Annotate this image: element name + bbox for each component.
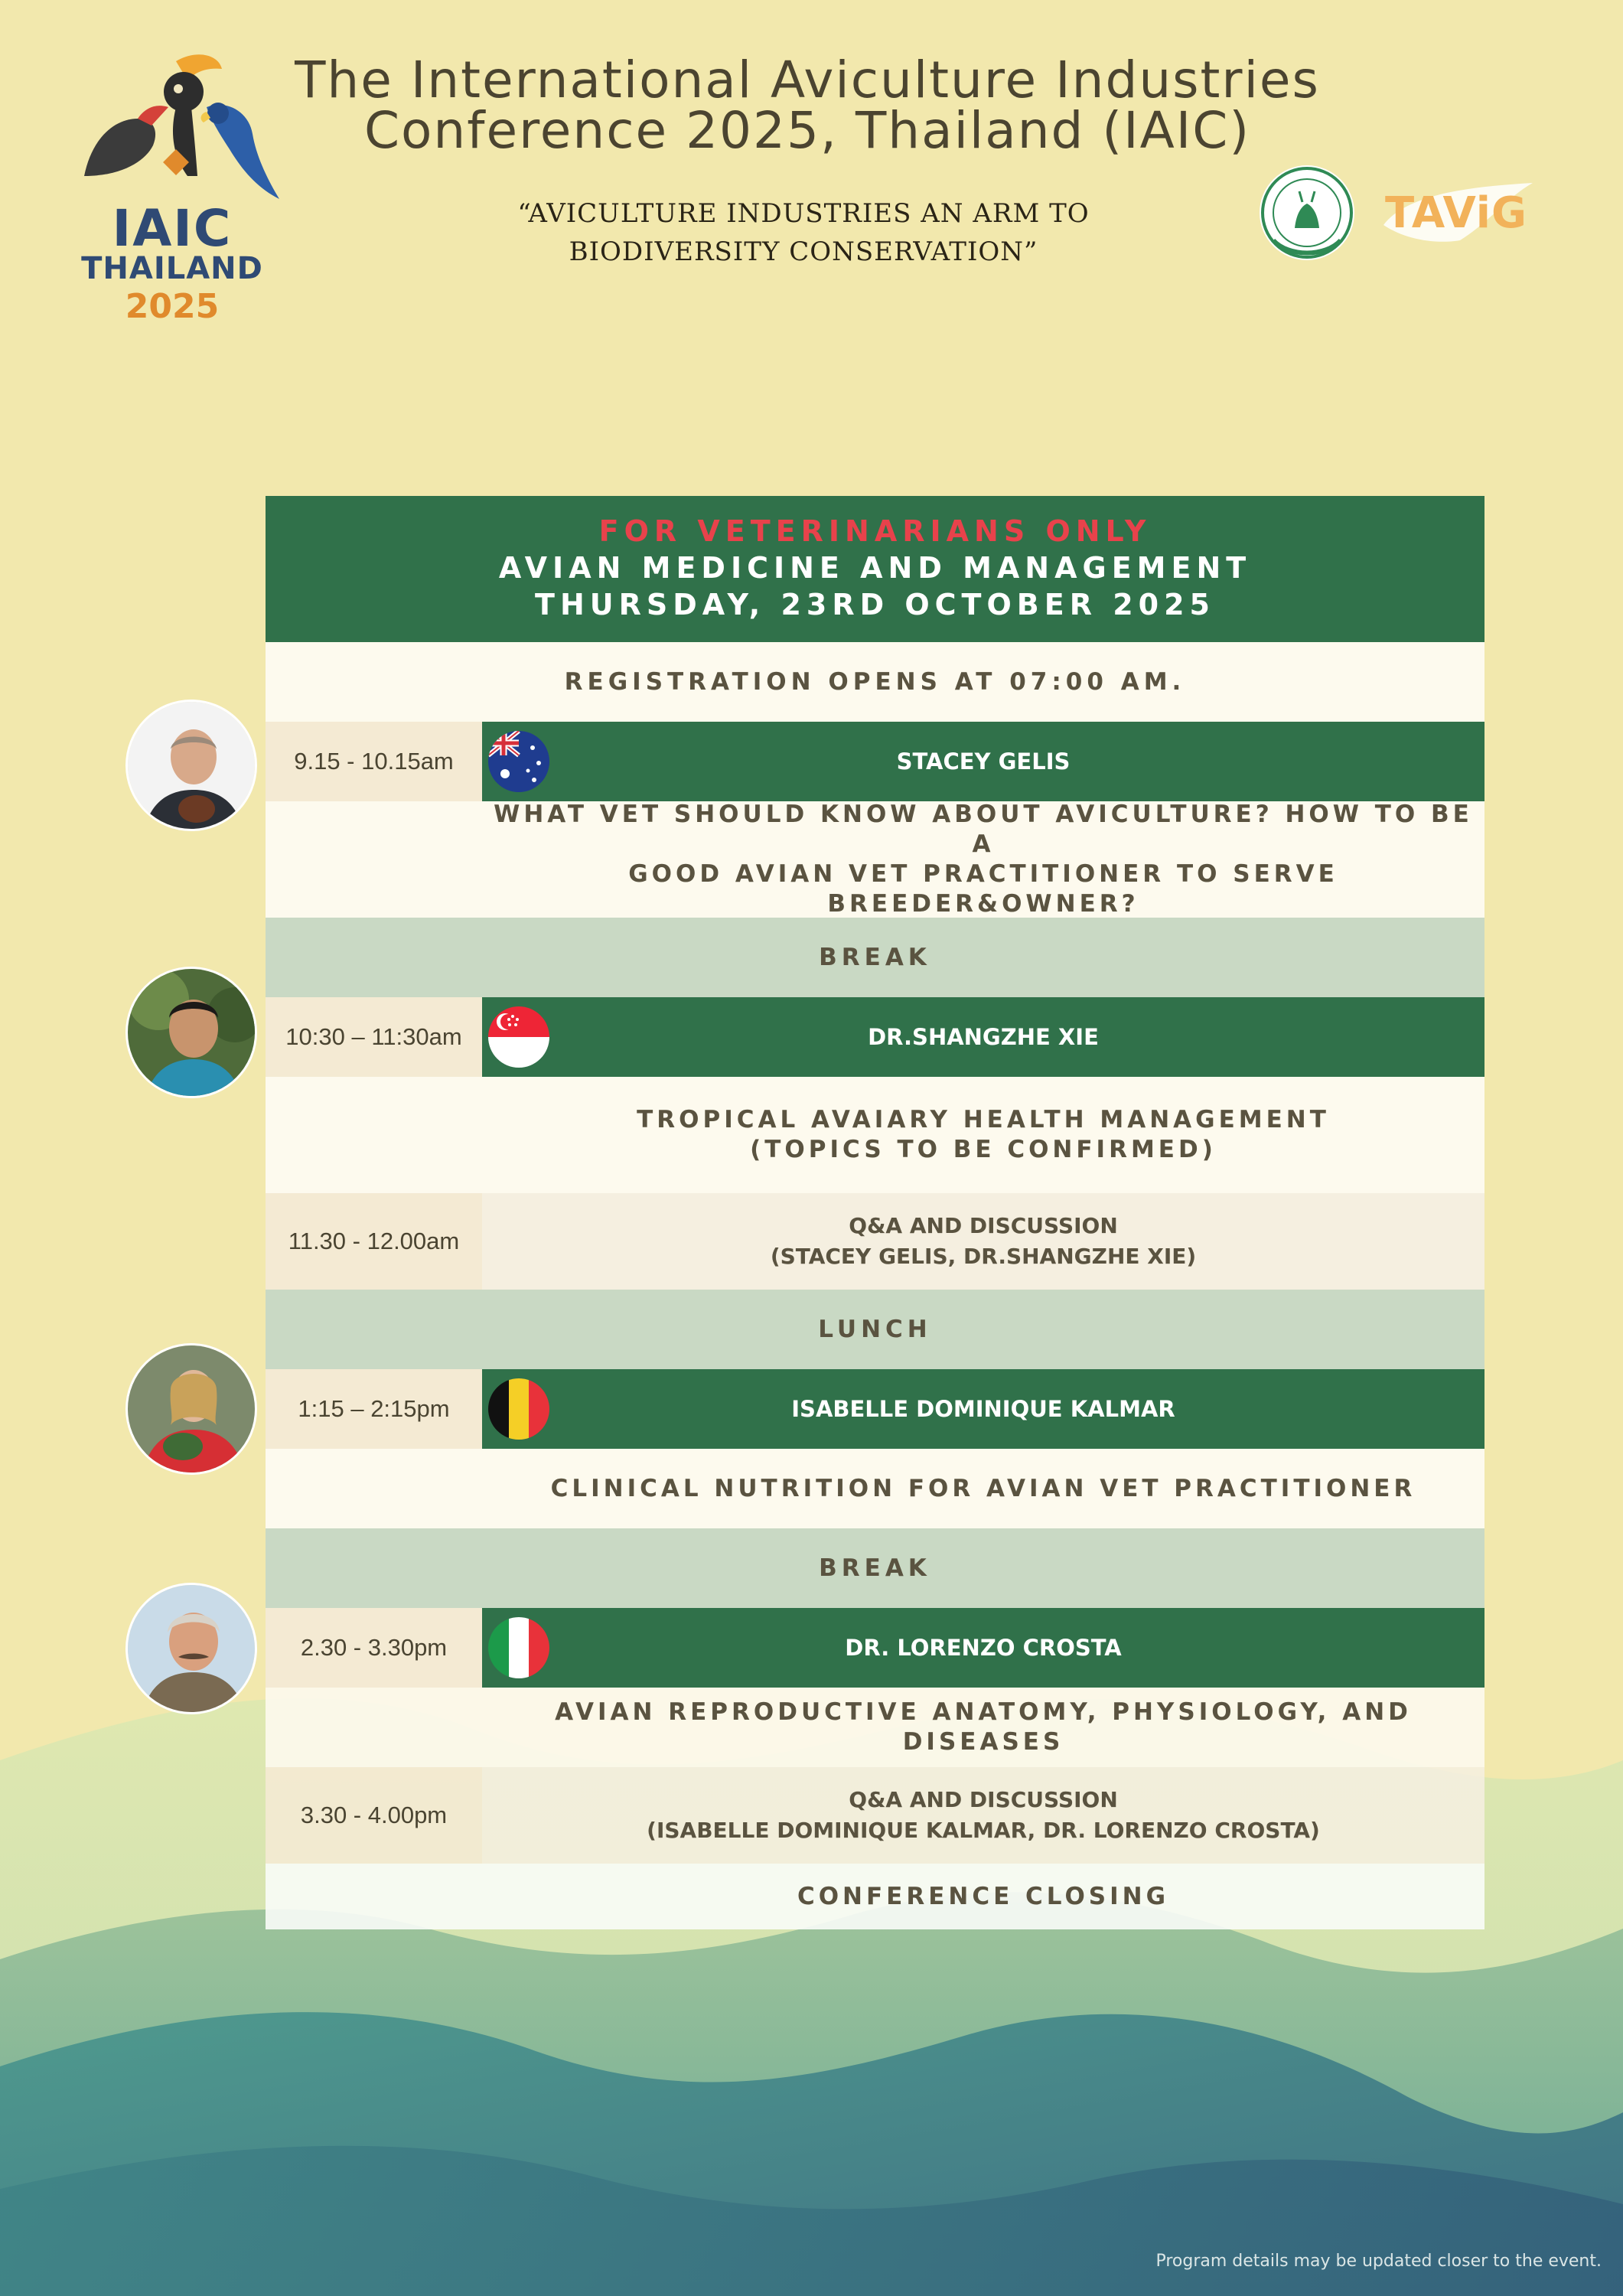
speaker-portrait-icon	[128, 702, 257, 831]
session-time: 10:30 – 11:30am	[266, 997, 482, 1077]
registration-row	[266, 642, 1484, 722]
speaker-name-cell	[482, 997, 1484, 1077]
italy-flag-icon	[488, 1617, 549, 1678]
topic-row	[266, 1449, 1484, 1528]
conference-theme-line1: “AVICULTURE INDUSTRIES AN ARM TO	[517, 198, 1090, 229]
session-row	[266, 722, 1484, 801]
speaker-portrait-icon	[128, 969, 257, 1098]
speaker-photo-isabelle-kalmar	[125, 1343, 257, 1475]
conference-title-line2: Conference 2025, Thailand (IAIC)	[363, 101, 1251, 160]
singapore-flag-icon	[488, 1006, 549, 1068]
iaic-logo	[61, 46, 283, 326]
tavig-logo	[1376, 179, 1537, 248]
lunch-label: LUNCH	[818, 1316, 932, 1343]
conference-theme	[429, 194, 1178, 271]
schedule-header	[266, 496, 1484, 642]
qa-title: Q&A AND DISCUSSION	[849, 1213, 1118, 1238]
session-topic: AVIAN REPRODUCTIVE ANATOMY, PHYSIOLOGY, AND DISEASES	[555, 1698, 1412, 1756]
speaker-name-cell	[482, 1608, 1484, 1688]
logo-acronym: IAIC	[112, 199, 233, 258]
conference-theme-line2: BIODIVERSITY CONSERVATION”	[569, 236, 1038, 267]
speaker-name: DR. LORENZO CROSTA	[845, 1635, 1122, 1661]
speaker-photo-stacey-gelis	[125, 700, 257, 831]
qa-title: Q&A AND DISCUSSION	[849, 1787, 1118, 1812]
speaker-portrait-icon	[128, 1345, 257, 1475]
event-date: THURSDAY, 23RD OCTOBER 2025	[535, 588, 1215, 621]
track-title: AVIAN MEDICINE AND MANAGEMENT	[498, 551, 1252, 585]
logo-year: 2025	[125, 287, 220, 326]
conference-title-line1: The International Aviculture Industries	[295, 51, 1320, 109]
speaker-name: DR.SHANGZHE XIE	[868, 1024, 1099, 1050]
birds-emblem-icon	[61, 46, 283, 207]
session-time: 9.15 - 10.15am	[266, 722, 482, 801]
break-row	[266, 918, 1484, 997]
australia-flag-icon	[488, 731, 549, 792]
registration-text: REGISTRATION OPENS AT 07:00 AM.	[564, 668, 1186, 696]
qa-time: 11.30 - 12.00am	[266, 1193, 482, 1290]
break-label: BREAK	[819, 1554, 931, 1582]
logo-country: THAILAND	[81, 251, 263, 286]
closing-row	[266, 1864, 1484, 1929]
session-row	[266, 1608, 1484, 1688]
session-topic-line2: GOOD AVIAN VET PRACTITIONER TO SERVE BREEDER&OWNER?	[628, 860, 1338, 918]
qa-row	[266, 1767, 1484, 1864]
tavig-logo-text: TAViG	[1385, 188, 1527, 238]
session-topic-line1: WHAT VET SHOULD KNOW ABOUT AVICULTURE? HOW TO BE A	[494, 801, 1473, 858]
break-row	[266, 1528, 1484, 1608]
topic-row	[266, 1688, 1484, 1767]
footnote: Program details may be updated closer to the event.	[1155, 2252, 1602, 2271]
speaker-name-cell	[482, 1369, 1484, 1449]
session-topic-line1: TROPICAL AVAIARY HEALTH MANAGEMENT	[637, 1106, 1330, 1133]
qa-speakers: (ISABELLE DOMINIQUE KALMAR, DR. LORENZO CROSTA)	[647, 1818, 1320, 1843]
session-time: 1:15 – 2:15pm	[266, 1369, 482, 1449]
speaker-photo-shangzhe-xie	[125, 967, 257, 1098]
qa-text	[482, 1767, 1484, 1864]
speaker-name: ISABELLE DOMINIQUE KALMAR	[791, 1396, 1175, 1422]
seal-icon	[1258, 164, 1356, 262]
schedule-table	[266, 496, 1484, 1929]
qa-speakers: (STACEY GELIS, DR.SHANGZHE XIE)	[770, 1244, 1197, 1269]
university-seal-logo	[1258, 164, 1356, 262]
session-topic	[482, 1077, 1484, 1193]
session-row	[266, 997, 1484, 1077]
belgium-flag-icon	[488, 1378, 549, 1440]
closing-label: CONFERENCE CLOSING	[797, 1882, 1170, 1910]
speaker-name: STACEY GELIS	[896, 748, 1071, 775]
session-row	[266, 1369, 1484, 1449]
topic-row	[266, 801, 1484, 918]
conference-title	[291, 51, 1324, 160]
qa-time: 3.30 - 4.00pm	[266, 1767, 482, 1864]
session-topic-line2: (TOPICS TO BE CONFIRMED)	[750, 1136, 1217, 1163]
session-topic: CLINICAL NUTRITION FOR AVIAN VET PRACTITIONER	[550, 1474, 1416, 1502]
topic-row	[266, 1077, 1484, 1193]
audience-label: FOR VETERINARIANS ONLY	[598, 514, 1152, 548]
qa-row	[266, 1193, 1484, 1290]
session-time: 2.30 - 3.30pm	[266, 1608, 482, 1688]
qa-text	[482, 1193, 1484, 1290]
lunch-row	[266, 1290, 1484, 1369]
speaker-name-cell	[482, 722, 1484, 801]
speaker-photo-lorenzo-crosta	[125, 1583, 257, 1714]
speaker-portrait-icon	[128, 1585, 257, 1714]
break-label: BREAK	[819, 944, 931, 971]
session-topic	[482, 801, 1484, 918]
